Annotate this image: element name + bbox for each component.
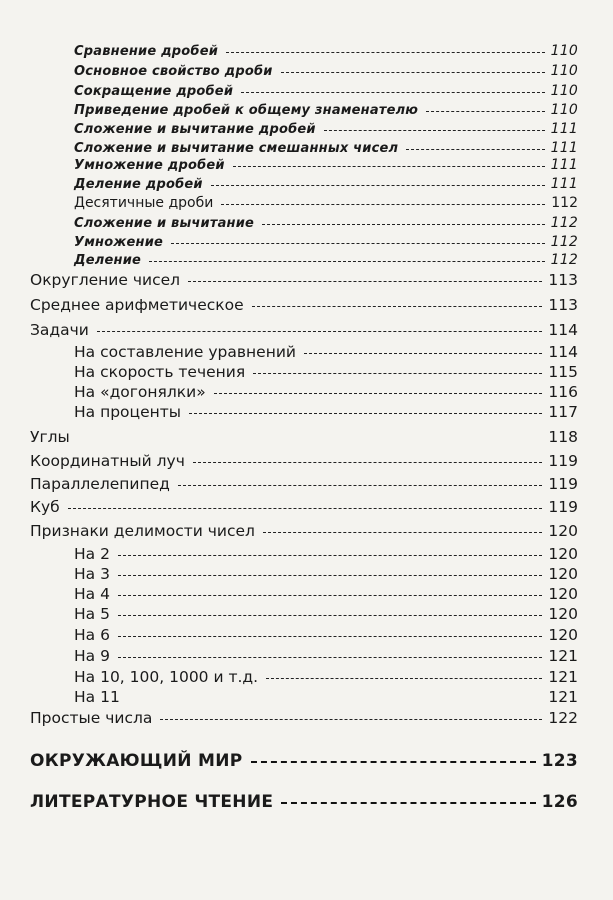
toc-entry[interactable] — [74, 195, 578, 211]
toc-entry-label: На 10, 100, 1000 и т.д. — [74, 668, 259, 686]
toc-entry-label: На 2 — [74, 545, 110, 563]
toc-entry-page: 113 — [548, 296, 578, 314]
toc-entry[interactable] — [30, 709, 578, 727]
toc-entry-label: На 11 — [74, 688, 120, 706]
toc-entry[interactable] — [74, 83, 578, 99]
toc-section-entry[interactable] — [30, 751, 578, 771]
toc-entry-page: 112 — [550, 234, 578, 250]
toc-entry-page: 120 — [548, 626, 578, 644]
toc-entry-page: 114 — [548, 321, 578, 339]
toc-entry-label: Сложение и вычитание смешанных чисел — [74, 141, 399, 156]
toc-entry-page: 111 — [550, 157, 578, 173]
toc-entry-page: 120 — [548, 522, 578, 540]
toc-section-entry[interactable] — [30, 792, 578, 812]
toc-leader — [426, 111, 545, 112]
toc-entry-label: Сложение и вычитание — [74, 216, 255, 231]
toc-section-label: ОКРУЖАЮЩИЙ МИР — [30, 751, 243, 771]
toc-leader — [304, 353, 542, 354]
toc-entry-page: 121 — [548, 688, 578, 706]
toc-leader — [171, 243, 545, 244]
toc-entry-label: На 3 — [74, 565, 110, 583]
toc-entry-page: 119 — [548, 498, 578, 516]
toc-entry-page: 120 — [548, 605, 578, 623]
toc-leader — [214, 393, 543, 394]
toc-leader — [252, 306, 543, 307]
toc-entry-label: Среднее арифметическое — [30, 296, 244, 314]
toc-entry-page: 114 — [548, 343, 578, 361]
toc-entry[interactable] — [74, 688, 578, 706]
toc-entry-page: 110 — [550, 43, 578, 59]
toc-entry-page: 117 — [548, 403, 578, 421]
toc-leader — [118, 595, 542, 596]
toc-entry-label: На 6 — [74, 626, 110, 644]
toc-entry-label: Простые числа — [30, 709, 153, 727]
toc-entry[interactable] — [74, 252, 578, 268]
toc-entry-label: Углы — [30, 428, 70, 446]
toc-entry-label: Сравнение дробей — [74, 44, 219, 59]
toc-entry-page: 116 — [548, 383, 578, 401]
toc-entry[interactable] — [74, 157, 578, 173]
toc-entry-label: На 4 — [74, 585, 110, 603]
toc-entry[interactable] — [30, 475, 578, 493]
toc-entry[interactable] — [74, 647, 578, 665]
toc-entry[interactable] — [30, 296, 578, 314]
toc-entry-label: Деление — [74, 253, 142, 268]
toc-entry-page: 115 — [548, 363, 578, 381]
toc-entry[interactable] — [74, 121, 578, 137]
toc-leader — [226, 52, 545, 53]
toc-entry[interactable] — [74, 43, 578, 59]
toc-entry-page: 120 — [548, 545, 578, 563]
toc-leader — [253, 373, 542, 374]
toc-leader — [149, 261, 545, 262]
toc-entry-label: Координатный луч — [30, 452, 185, 470]
toc-entry-label: Признаки делимости чисел — [30, 522, 255, 540]
toc-entry-label: Параллелепипед — [30, 475, 170, 493]
toc-entry-page: 119 — [548, 452, 578, 470]
toc-entry-label: На скорость течения — [74, 363, 246, 381]
toc-entry-page: 110 — [550, 63, 578, 79]
toc-entry-label: На проценты — [74, 403, 182, 421]
toc-entry[interactable] — [30, 498, 578, 516]
toc-entry-label: Умножение — [74, 235, 164, 250]
toc-leader — [118, 615, 542, 616]
toc-entry[interactable] — [30, 321, 578, 339]
toc-entry-label: Сокращение дробей — [74, 84, 234, 99]
toc-entry-label: Сложение и вычитание дробей — [74, 122, 316, 137]
toc-leader — [160, 719, 542, 720]
toc-entry[interactable] — [30, 452, 578, 470]
toc-entry-page: 110 — [550, 83, 578, 99]
toc-entry-page: 118 — [548, 428, 578, 446]
toc-entry[interactable] — [74, 176, 578, 192]
toc-entry-label: Куб — [30, 498, 60, 516]
toc-leader — [118, 555, 542, 556]
toc-entry-label: Основное свойство дроби — [74, 64, 273, 79]
toc-entry[interactable] — [74, 140, 578, 156]
toc-entry-page: 121 — [548, 668, 578, 686]
toc-entry[interactable] — [74, 585, 578, 603]
toc-entry-label: Деление дробей — [74, 177, 203, 192]
toc-entry[interactable] — [74, 565, 578, 583]
toc-leader — [281, 802, 535, 804]
toc-leader — [281, 72, 545, 73]
toc-leader — [324, 130, 545, 131]
toc-entry[interactable] — [74, 343, 578, 361]
toc-entry-page: 110 — [550, 102, 578, 118]
toc-entry[interactable] — [74, 234, 578, 250]
toc-entry-page: 112 — [551, 195, 578, 211]
toc-section-page: 123 — [541, 751, 578, 771]
toc-entry[interactable] — [74, 605, 578, 623]
toc-entry[interactable] — [74, 102, 578, 118]
toc-entry-label: На «догонялки» — [74, 383, 206, 401]
toc-leader — [221, 204, 545, 205]
toc-entry-page: 119 — [548, 475, 578, 493]
toc-leader — [241, 92, 545, 93]
toc-leader — [97, 331, 543, 332]
toc-section-label: ЛИТЕРАТУРНОЕ ЧТЕНИЕ — [30, 792, 274, 812]
toc-entry-page: 112 — [550, 252, 578, 268]
toc-entry[interactable] — [74, 545, 578, 563]
toc-leader — [189, 413, 542, 414]
toc-entry-label: На 5 — [74, 605, 110, 623]
toc-entry[interactable] — [30, 522, 578, 540]
toc-leader — [68, 508, 543, 509]
toc-entry-page: 111 — [550, 121, 578, 137]
toc-entry[interactable] — [74, 215, 578, 231]
toc-leader — [118, 657, 542, 658]
toc-entry[interactable] — [30, 271, 578, 289]
toc-leader — [406, 149, 544, 150]
toc-leader — [211, 185, 545, 186]
toc-entry-label: Десятичные дроби — [74, 195, 214, 211]
toc-entry-page: 111 — [550, 140, 578, 156]
toc-entry-page: 121 — [548, 647, 578, 665]
toc-entry-label: На составление уравнений — [74, 343, 296, 361]
toc-leader — [266, 678, 542, 679]
toc-entry[interactable] — [74, 403, 578, 421]
toc-entry[interactable] — [74, 626, 578, 644]
toc-entry[interactable] — [74, 63, 578, 79]
toc-section-page: 126 — [541, 792, 578, 812]
toc-entry-page: 113 — [548, 271, 578, 289]
toc-leader — [178, 485, 543, 486]
toc-leader — [233, 166, 545, 167]
toc-entry[interactable] — [74, 363, 578, 381]
toc-entry[interactable] — [74, 668, 578, 686]
toc-entry-page: 111 — [550, 176, 578, 192]
toc-entry-page: 122 — [548, 709, 578, 727]
toc-leader — [262, 224, 545, 225]
toc-leader — [193, 462, 543, 463]
toc-entry-label: Округление чисел — [30, 271, 181, 289]
toc-entry-page: 120 — [548, 565, 578, 583]
toc-entry-page: 120 — [548, 585, 578, 603]
toc-leader — [188, 281, 542, 282]
toc-entry-label: На 9 — [74, 647, 110, 665]
toc-leader — [118, 575, 542, 576]
toc-leader — [263, 532, 542, 533]
toc-entry-label: Приведение дробей к общему знаменателю — [74, 103, 419, 118]
toc-entry[interactable] — [30, 428, 578, 446]
toc-entry[interactable] — [74, 383, 578, 401]
toc-entry-label: Задачи — [30, 321, 89, 339]
toc-entry-label: Умножение дробей — [74, 158, 225, 173]
toc-leader — [118, 636, 542, 637]
toc-leader — [251, 761, 536, 763]
toc-entry-page: 112 — [550, 215, 578, 231]
